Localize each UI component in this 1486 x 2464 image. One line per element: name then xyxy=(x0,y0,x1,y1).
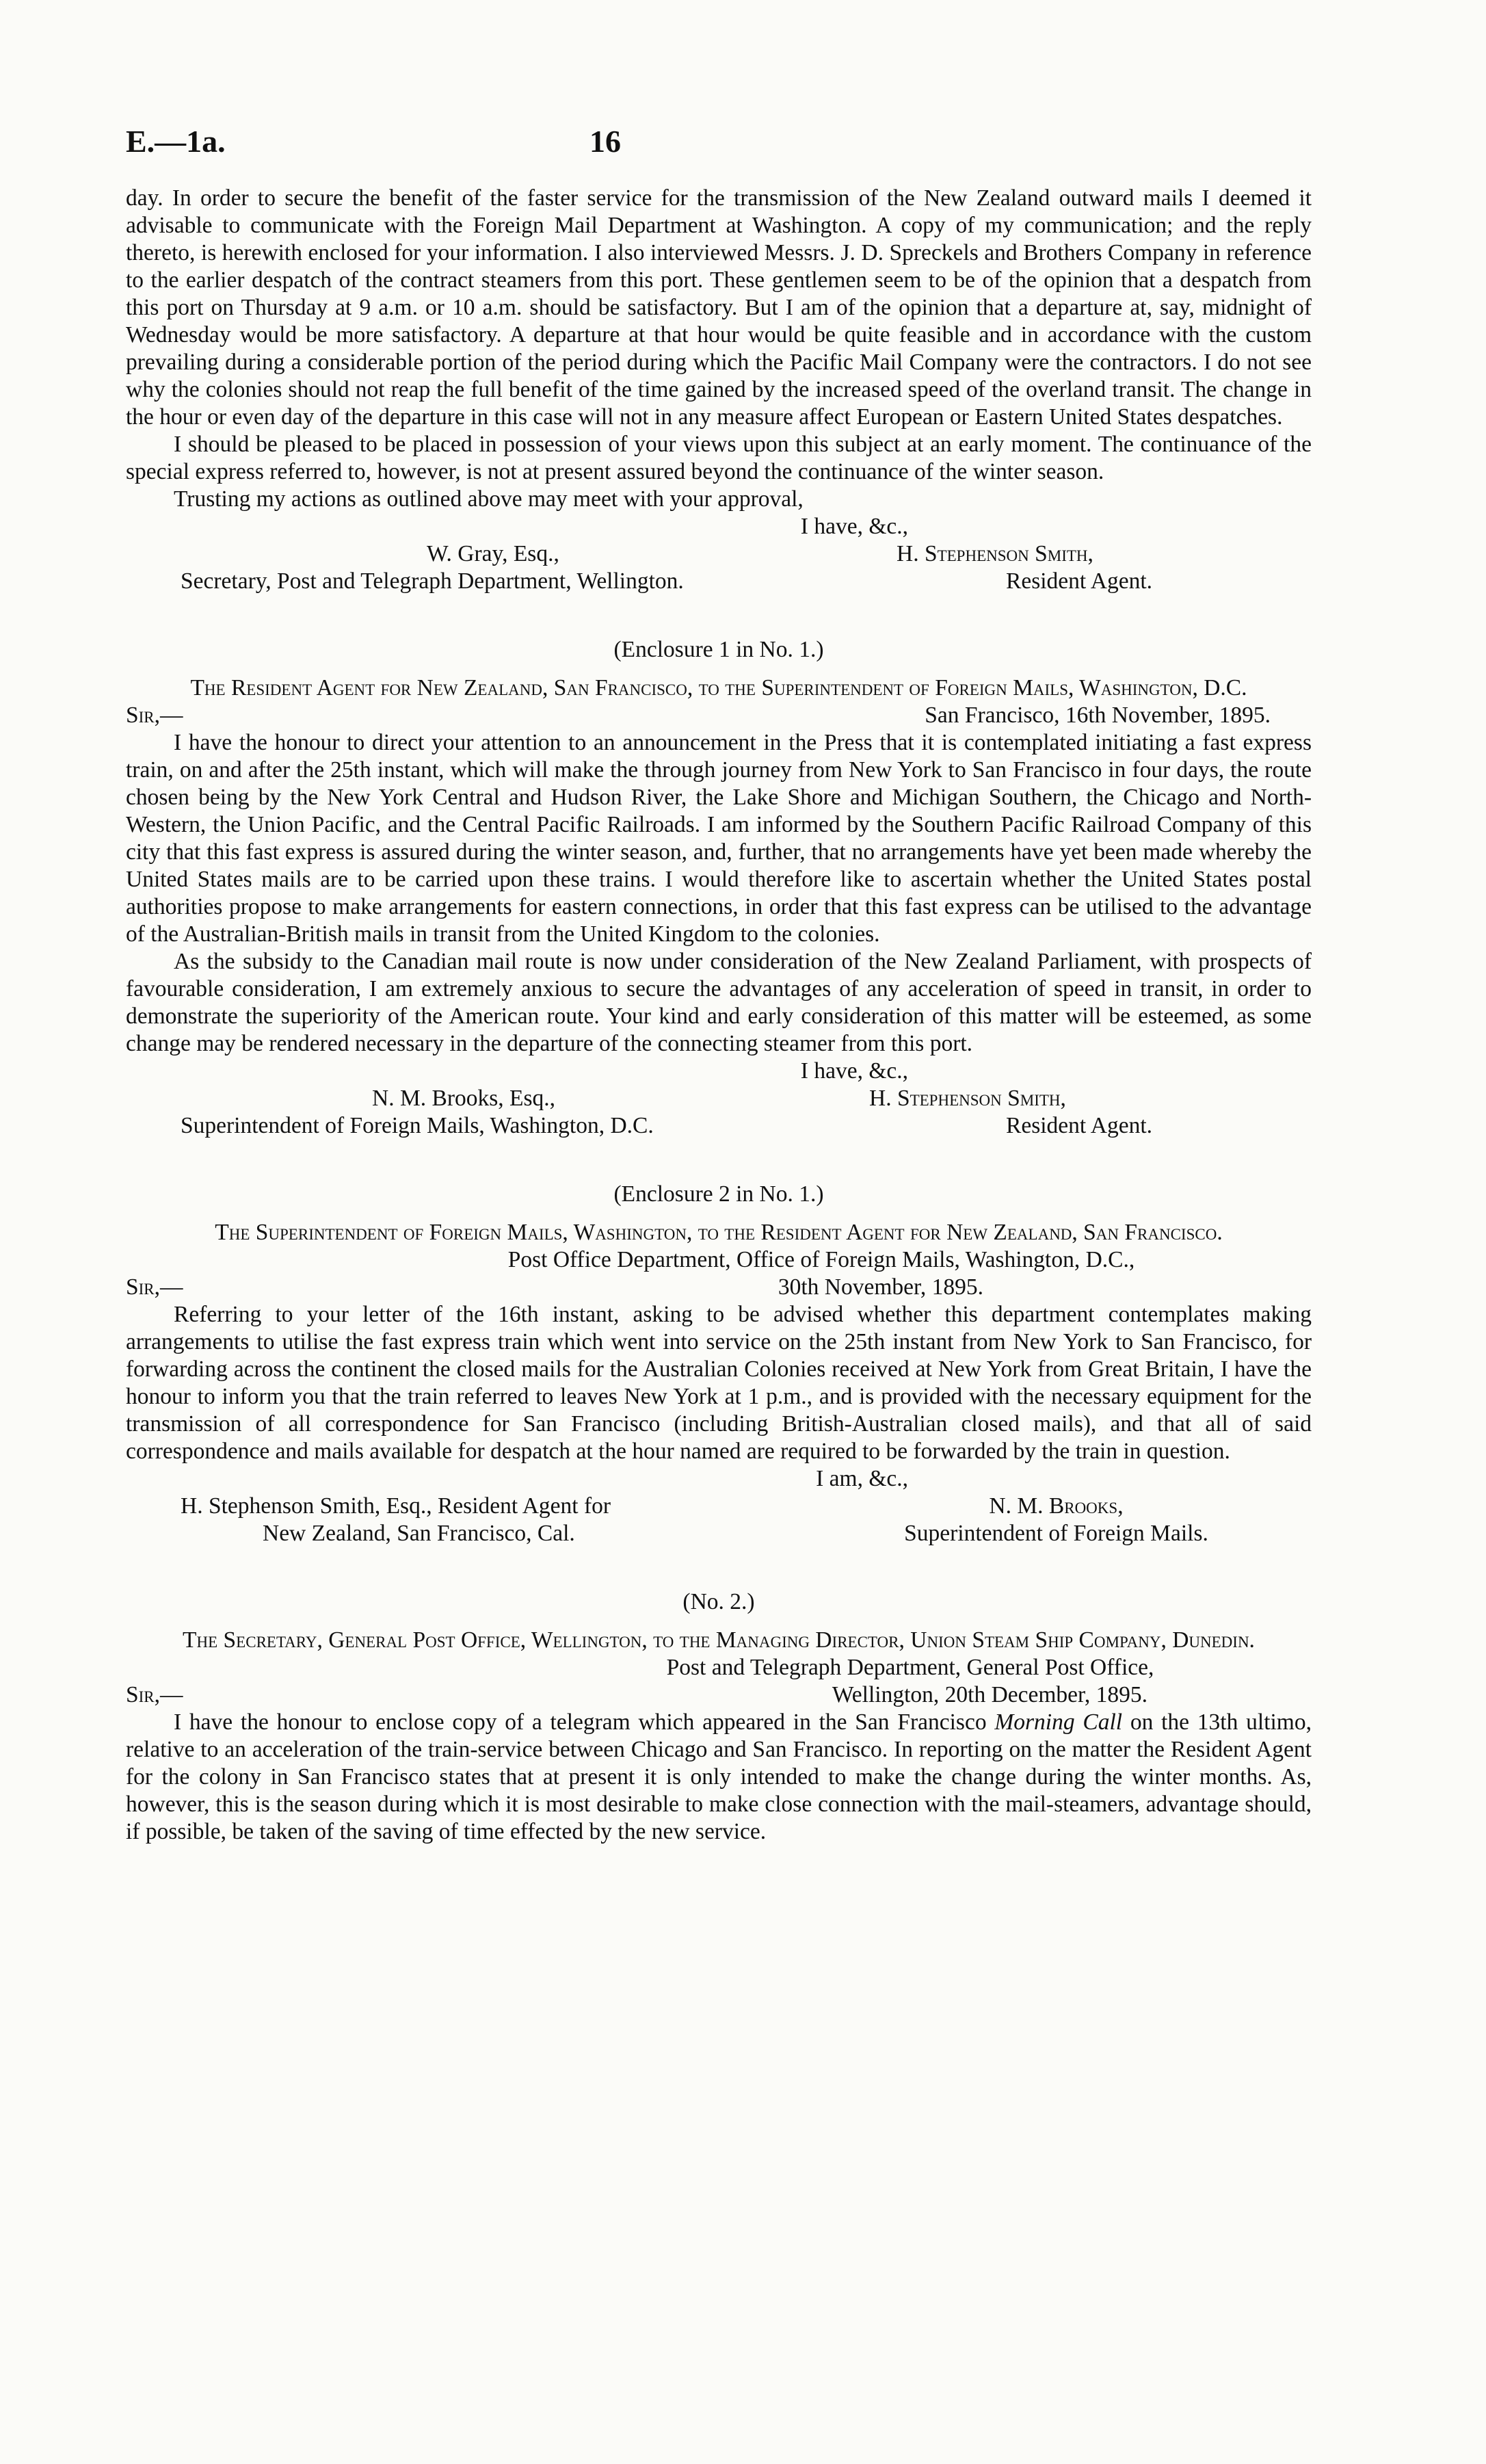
office-line: Post and Telegraph Department, General Post Office, xyxy=(666,1655,1154,1680)
letter-no-2 xyxy=(126,1588,1312,1846)
recipient-title: Secretary, Post and Telegraph Department, Wellington. xyxy=(181,568,684,594)
paragraph: As the subsidy to the Canadian mail route is now under consideration of the New Zealand Parliament, with prospects of favourable consideration, I am extremely anxious to secure the advantages of any acceleration of speed in transit, in order to demonstrate the superiority of the American route. Your kind and early consideration of this matter will be esteemed, as some change may be rendered necessary in the departure of the connecting steamer from this port. xyxy=(126,949,1312,1056)
closing-phrase: I am, &c., xyxy=(816,1466,908,1491)
addressee-line: The Superintendent of Foreign Mails, Washington, to the Resident Agent for New Zealand, San Francisco. xyxy=(215,1220,1223,1245)
letter-continuation xyxy=(126,185,1312,595)
paragraph xyxy=(126,1709,1312,1846)
recipient-name: N. M. Brooks, Esq., xyxy=(372,1086,556,1111)
place-date: San Francisco, 16th November, 1895. xyxy=(925,703,1271,728)
paragraph: Trusting my actions as outlined above may meet with your approval, xyxy=(174,486,804,512)
recipient-line: H. Stephenson Smith, Esq., Resident Agent for xyxy=(181,1493,611,1519)
page-header xyxy=(126,123,1312,185)
paragraph: Referring to your letter of the 16th instant, asking to be advised whether this department contemplates making arrangements to utilise the fast express train which went into service on the 25th instant from New York to San Francisco, for forwarding across the continent the closed mails for the Australian Colonies received at New York from Great Britain, I have the honour to inform you that the train referred to leaves New York at 1 p.m., and is provided with the necessary equipment for the transmission of all correspondence for San Francisco (including British-Australian closed mails), and that all of said correspondence and mails available for despatch at the hour named are required to be forwarded by the train in question. xyxy=(126,1302,1312,1464)
addressee-line: The Resident Agent for New Zealand, San Francisco, to the Superintendent of Foreign Mails, Washington, D.C. xyxy=(190,675,1247,700)
salutation: Sir,— xyxy=(126,1682,183,1707)
signer-name: H. Stephenson Smith, xyxy=(869,1086,1066,1111)
salutation-line xyxy=(126,1681,1312,1709)
signer-name: N. M. Brooks, xyxy=(989,1493,1124,1519)
salutation: Sir,— xyxy=(126,703,183,728)
signer-title: Superintendent of Foreign Mails. xyxy=(904,1521,1208,1546)
letter-date: 30th November, 1895. xyxy=(778,1274,983,1300)
addressee-line: The Secretary, General Post Office, Wellington, to the Managing Director, Union Steam Ship Company, Dunedin. xyxy=(183,1627,1255,1653)
paragraph: day. In order to secure the benefit of the faster service for the transmission of the New Zealand outward mails I deemed it advisable to communicate with the Foreign Mail Department at Washington. A copy of my communication; and the reply thereto, is herewith enclosed for your information. I also interviewed Messrs. J. D. Spreckels and Brothers Company in reference to the earlier despatch of the contract steamers from this port. These gentlemen seem to be of the opinion that a despatch from this port on Thursday at 9 a.m. or 10 a.m. should be satisfactory. But I am of the opinion that a departure at, say, midnight of Wednesday would be more satisfactory. A departure at that hour would be quite feasible and in accordance with the custom prevailing during a considerable portion of the period during which the Pacific Mail Company were the contractors. I do not see why the colonies should not reap the full benefit of the time gained by the increased speed of the overland transit. The change in the hour or even day of the departure in this case will not in any measure affect European or Eastern United States despatches. xyxy=(126,185,1312,430)
document-body xyxy=(126,185,1312,1846)
place-date: Wellington, 20th December, 1895. xyxy=(832,1682,1147,1707)
enclosure-title: (Enclosure 1 in No. 1.) xyxy=(613,637,824,662)
enclosure-1 xyxy=(126,636,1312,1140)
signer-title: Resident Agent. xyxy=(1006,1113,1153,1138)
page-number: 16 xyxy=(589,124,621,159)
signer-block xyxy=(719,1493,1312,1547)
recipient-block xyxy=(126,1493,719,1547)
newspaper-title: Morning Call xyxy=(994,1709,1123,1735)
paragraph-text: I have the honour to enclose copy of a telegram which appeared in the San Francisco xyxy=(174,1709,995,1735)
recipient-title: Superintendent of Foreign Mails, Washington, D.C. xyxy=(181,1113,654,1138)
signature-block xyxy=(126,1085,1312,1140)
enclosure-2 xyxy=(126,1181,1312,1547)
recipient-name: W. Gray, Esq., xyxy=(427,541,559,566)
letter-title: (No. 2.) xyxy=(682,1589,755,1614)
office-line: Post Office Department, Office of Foreign Mails, Washington, D.C., xyxy=(507,1247,1135,1272)
closing-phrase: I have, &c., xyxy=(800,514,908,539)
salutation-line xyxy=(126,1274,1312,1301)
closing-phrase: I have, &c., xyxy=(800,1058,908,1084)
signature-block xyxy=(126,1493,1312,1547)
paragraph-text: on the 13th ultimo, relative to an acceleration of the train-service between Chicago and San Francisco. In reporting on the matter the Resident Agent for the colony in San Francisco states that at present it is only intended to make the change during the winter months. As, however, this is the season during which it is most desirable to make close connection with the mail-steamers, advantage should, if possible, be taken of the saving of time effected by the new service. xyxy=(126,1709,1312,1844)
signer-title: Resident Agent. xyxy=(1006,568,1153,594)
enclosure-title: (Enclosure 2 in No. 1.) xyxy=(613,1181,824,1207)
signer-name: H. Stephenson Smith, xyxy=(897,541,1093,566)
salutation-line xyxy=(126,702,1312,729)
signature-block xyxy=(126,540,1312,595)
paragraph: I should be pleased to be placed in possession of your views upon this subject at an early moment. The continuance of the special express referred to, however, is not at present assured beyond the continuance of the winter season. xyxy=(126,432,1312,484)
salutation: Sir,— xyxy=(126,1274,183,1300)
document-reference: E.—1a. xyxy=(126,124,226,159)
recipient-line: New Zealand, San Francisco, Cal. xyxy=(263,1521,575,1546)
paragraph: I have the honour to direct your attention to an announcement in the Press that it is contemplated initiating a fast express train, on and after the 25th instant, which will make the through journey from New York to San Francisco in four days, the route chosen being by the New York Central and Hudson River, the Lake Shore and Michigan Southern, the Chicago and North-Western, the Union Pacific, and the Central Pacific Railroads. I am informed by the Southern Pacific Railroad Company of this city that this fast express is assured during the winter season, and, further, that no arrangements have yet been made whereby the United States mails are to be carried upon these trains. I would therefore like to ascertain whether the United States postal authorities propose to make arrangements for eastern connections, in order that this fast express can be utilised to the advantage of the Australian-British mails in transit from the United Kingdom to the colonies. xyxy=(126,730,1312,947)
